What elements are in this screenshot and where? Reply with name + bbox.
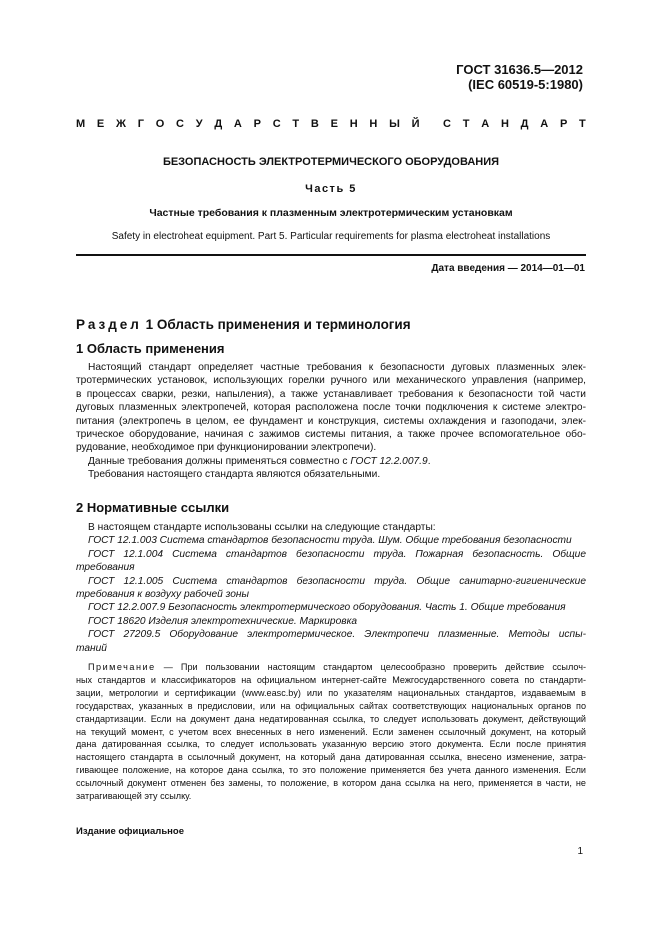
scope-line: трическое оборудование, начиная с зажимов системы питания, а также прочее вспомогательное обо-	[76, 429, 586, 441]
introduction-date: Дата введения — 2014—01—01	[431, 263, 585, 274]
page-number: 1	[577, 846, 583, 857]
document-title: БЕЗОПАСНОСТЬ ЭЛЕКТРОТЕРМИЧЕСКОГО ОБОРУДОВАНИЯ	[162, 156, 500, 168]
letter: Н	[369, 118, 378, 130]
reference-item-cont: требования к воздуху рабочей зоны	[76, 589, 250, 601]
letter: Д	[520, 118, 529, 130]
note-line: стандартизации. Если на документ дана недатированная ссылка, то следует использовать документ, действующий	[76, 713, 586, 724]
letter: Т	[462, 118, 470, 130]
letter: Р	[559, 118, 568, 130]
note-text: — При пользовании настоящим стандартом целесообразно проверить действие ссылоч-	[155, 662, 586, 672]
letter: Д	[214, 118, 223, 130]
letter: А	[540, 118, 549, 130]
reference-item: ГОСТ 12.2.007.9 Безопасность электротермического оборудования. Часть 1. Общие требования	[88, 602, 566, 614]
note-line: государствах, указанных в предисловии, или на официальных сайтах соответствующих национальных органов по	[76, 700, 586, 711]
letter: Й	[411, 118, 420, 130]
refs-intro: В настоящем стандарте использованы ссылки на следующие стандарты:	[88, 522, 436, 533]
letter: Н	[500, 118, 509, 130]
document-subtitle: Частные требования к плазменным электротермическим установкам	[149, 207, 513, 219]
interstate-standard-label	[76, 118, 586, 130]
apply-text: Данные требования должны применяться совместно с	[88, 455, 351, 467]
reference-item: ГОСТ 12.1.005 Система стандартов безопасности труда. Общие санитарно-гигиенические	[88, 575, 586, 587]
gost-number: ГОСТ 31636.5—2012	[456, 62, 583, 77]
reference-item: ГОСТ 27209.5 Оборудование электротермическое. Электропечи плазменные. Методы испы-	[88, 629, 586, 641]
scope-heading: 1 Область применения	[76, 341, 225, 356]
scope-line: рудование, необходимое при функционировании электропечи).	[76, 442, 377, 454]
section-heading	[76, 317, 411, 332]
reference-item: ГОСТ 18620 Изделия электротехнические. Маркировка	[88, 615, 358, 627]
scope-line: дуговых плазменных электропечей, которая расположена после точки подключения к системе электро-	[76, 402, 586, 414]
letter: Е	[330, 118, 338, 130]
reference-item: ГОСТ 12.1.004 Система стандартов безопасности труда. Пожарная безопасность. Общие	[88, 548, 586, 560]
letter: Е	[96, 118, 105, 130]
letter: А	[481, 118, 490, 130]
scope-line: питания (электропечь в целом, ее фундамент и конструкция, системы охлаждения и газоподачи, элек-	[76, 415, 586, 427]
part-label: Часть 5	[305, 183, 357, 195]
note-line: дана датированная ссылка, то следует использовать указанную версию этого документа. Если после принятия	[76, 739, 586, 750]
letter: О	[155, 118, 165, 130]
letter: А	[233, 118, 242, 130]
gost-number-block	[456, 62, 583, 92]
english-title: Safety in electroheat equipment. Part 5. Particular requirements for plasma electroheat installations	[111, 231, 551, 242]
official-edition-label: Издание официальное	[76, 826, 184, 837]
letter: Ы	[389, 118, 400, 130]
letter: С	[272, 118, 281, 130]
letter: Р	[253, 118, 261, 130]
gost-reference: ГОСТ 12.2.007.9	[350, 455, 428, 467]
divider	[76, 254, 586, 256]
letter: С	[443, 118, 451, 130]
note-label: Примечание	[88, 662, 156, 672]
scope-mandatory-line: Требования настоящего стандарта являются обязательными.	[88, 469, 381, 481]
scope-line: в процессах сварки, резки, напыления), а также устанавливает требования к безопасности той части	[76, 388, 586, 400]
note-block	[76, 661, 586, 803]
iec-number: (IEC 60519-5:1980)	[468, 77, 583, 92]
reference-item-cont: требования	[76, 562, 135, 574]
letter: У	[195, 118, 203, 130]
note-line	[76, 661, 586, 674]
scope-line: тротермических установок, использующих горелки ручного или механического управления (например,	[76, 375, 586, 387]
letter: Ж	[116, 118, 126, 130]
letter: В	[310, 118, 319, 130]
note-line: настоящего стандарта в ссылочный документ, на который дана датированная ссылка, внесено изменение, затра-	[76, 752, 586, 763]
note-line: затрагивающей эту ссылку.	[76, 791, 192, 802]
letter: Н	[349, 118, 358, 130]
reference-item-cont: таний	[76, 642, 107, 654]
letter: Г	[137, 118, 144, 130]
note-line: ных стандартов и классификаторов на официальном интернет-сайте Межгосударственного совета по стандарти-	[76, 674, 586, 685]
apply-suffix: .	[427, 455, 431, 467]
reference-item: ГОСТ 12.1.003 Система стандартов безопасности труда. Шум. Общие требования безопасности	[88, 535, 572, 547]
razdel-word: Раздел	[76, 317, 142, 332]
letter: Т	[579, 118, 586, 130]
note-line: гивающее положение, на которое дана ссылка, то это положение применяется без учета данного изменения. Если	[76, 765, 586, 776]
scope-apply-line	[76, 455, 586, 468]
scope-body	[76, 361, 586, 482]
letter: С	[176, 118, 184, 130]
letter: М	[76, 118, 86, 130]
note-line: на текущий момент, с учетом всех внесенных в него изменений. Если заменен ссылочный документ, на который	[76, 726, 586, 737]
letter: Т	[292, 118, 300, 130]
razdel-title: 1 Область применения и терминология	[141, 317, 411, 332]
normative-refs-heading: 2 Нормативные ссылки	[76, 500, 230, 515]
note-line: зации, метрологии и сертификации (www.easc.by) или по указателям национальных стандартов, издаваемым в	[76, 687, 586, 698]
note-line: ссылочный документ отменен без замены, то положение, в котором дана ссылка на него, применяется в части, не	[76, 778, 586, 789]
scope-line: Настоящий стандарт определяет частные требования к безопасности дуговых плазменных элек-	[88, 362, 586, 373]
normative-refs-body	[76, 521, 586, 655]
